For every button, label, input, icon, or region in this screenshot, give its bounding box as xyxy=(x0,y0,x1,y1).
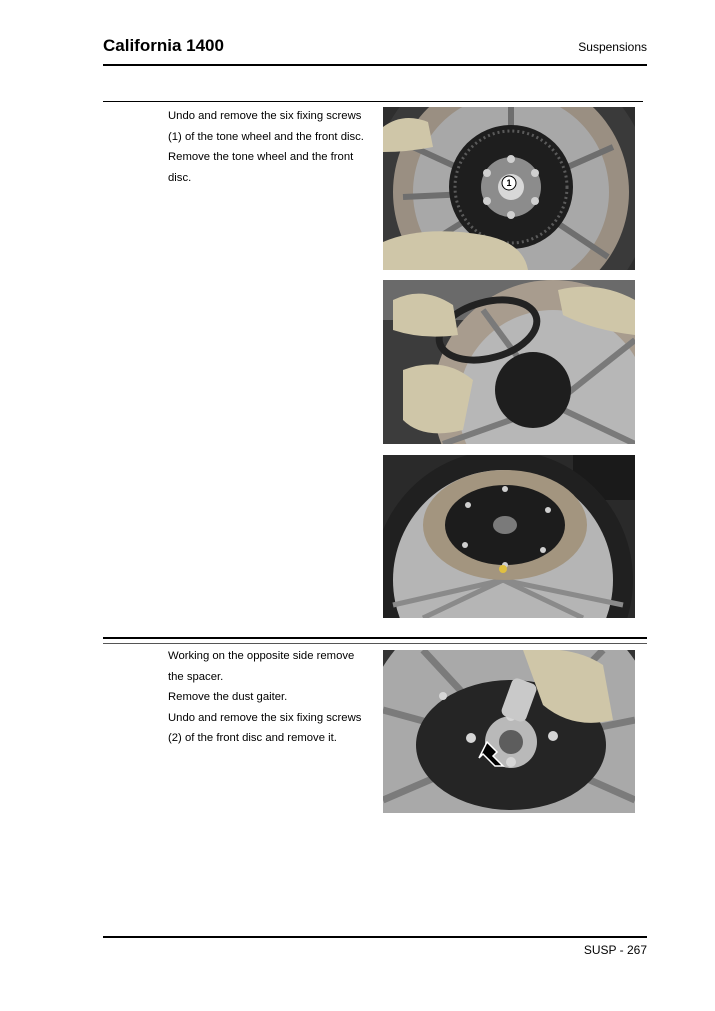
step2-line-1: Working on the opposite side remove xyxy=(168,650,355,662)
step2-divider-thick xyxy=(103,637,647,639)
photo-front-disc xyxy=(383,455,635,618)
step1-line-4: disc. xyxy=(168,171,192,184)
step1-line-2: (1) of the tone wheel and the front disc. xyxy=(168,130,364,143)
step2-line-3: Remove the dust gaiter. xyxy=(168,691,288,703)
photo-removing-tone-wheel xyxy=(383,280,635,444)
footer-rule xyxy=(103,936,647,938)
step2-line-4: Undo and remove the six fixing screws xyxy=(168,711,362,724)
photo-spacer-removal xyxy=(383,650,635,813)
photo-tone-wheel xyxy=(383,107,635,270)
step1-line-3: Remove the tone wheel and the front xyxy=(168,151,354,163)
step2-text xyxy=(168,646,378,749)
step1-line-1: Undo and remove the six fixing screws xyxy=(168,110,362,122)
section-name: Suspensions xyxy=(578,40,647,54)
step1-divider xyxy=(103,101,643,102)
document-title: California 1400 xyxy=(103,36,224,55)
callout-1: 1 xyxy=(506,178,512,188)
step2-line-2: the spacer. xyxy=(168,670,224,683)
step1-text xyxy=(168,106,378,188)
step2-divider-thin xyxy=(103,643,647,644)
header-rule xyxy=(103,64,647,66)
step2-line-5: (2) of the front disc and remove it. xyxy=(168,732,337,744)
page-number: SUSP - 267 xyxy=(583,943,647,957)
